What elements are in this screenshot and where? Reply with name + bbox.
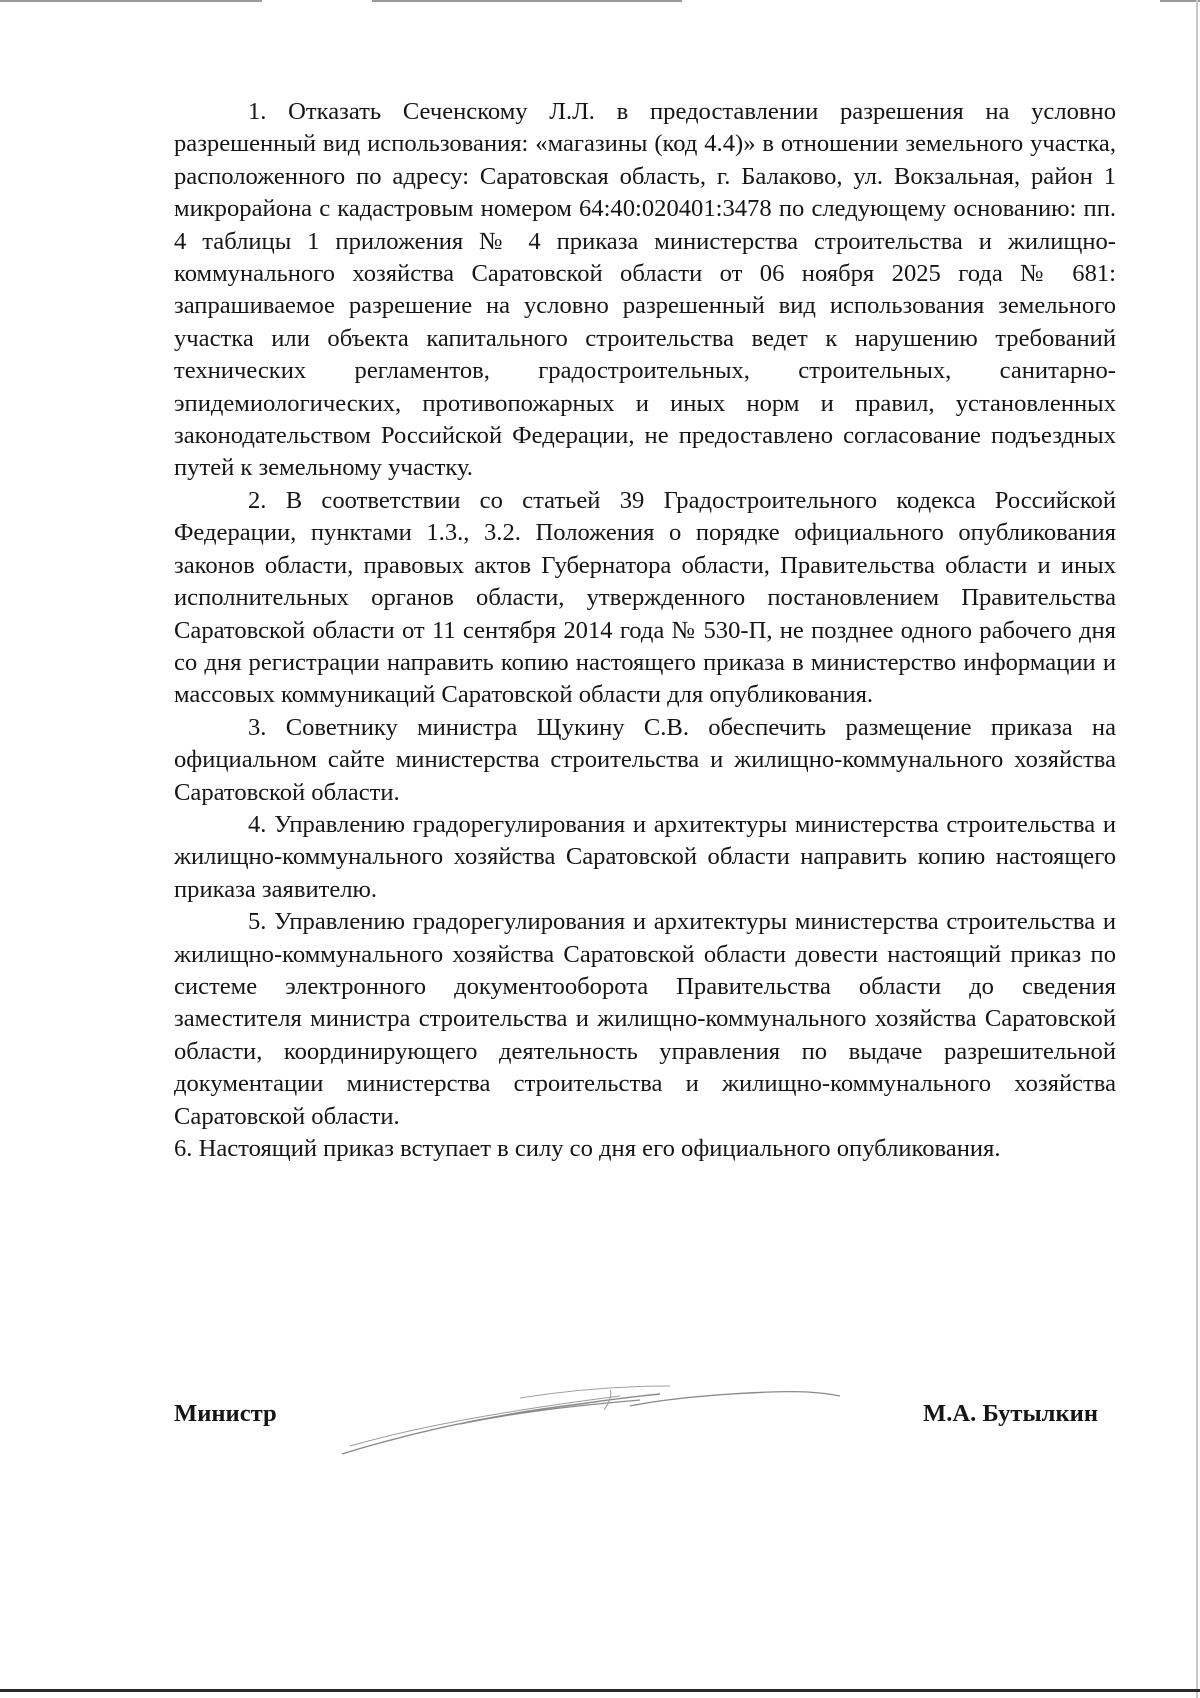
paragraph-1: 1. Отказать Сеченскому Л.Л. в предоставлении разрешения на условно разрешенный вид использования: «магазины (код 4.4)» в отношении земельного участка, расположенного по адресу: Саратовская область, г. Балаково, ул. Вокзальная, район 1 микрорайона с кадастровым номером 64:40:020401:3478 по следующему основанию: пп. 4 таблицы 1 приложения № 4 приказа министерства строительства и жилищно-коммунального хозяйства Саратовской области от 06 ноября 2025 года № 681: запрашиваемое разрешение на условно разрешенный вид использования земельного участка или объекта капитального строительства ведет к нарушению требований технических регламентов, градостроительных, строительных, санитарно-эпидемиологических, противопожарных и иных норм и правил, установленных законодательством Российской Федерации, не предоставлено согласование подъездных путей к земельному участку. [174, 98, 1116, 482]
paragraph-2: 2. В соответствии со статьей 39 Градостроительного кодекса Российской Федерации, пунктами 1.3., 3.2. Положения о порядке официального опубликования законов области, правовых актов Губернатора области, Правительства области и иных исполнительных органов области, утвержденного постановлением Правительства Саратовской области от 11 сентября 2014 года № 530-П, не позднее одного рабочего дня со дня регистрации направить копию настоящего приказа в министерство информации и массовых коммуникаций Саратовской области для опубликования. [174, 486, 1116, 709]
scan-right-edge [1196, 0, 1198, 1698]
scan-edge-segment [372, 0, 682, 2]
paragraph-3: 3. Советнику министра Щукину С.В. обеспечить размещение приказа на официальном сайте министерства строительства и жилищно-коммунального хозяйства Саратовской области. [174, 713, 1116, 806]
signatory-name: М.А. Бутылкин [923, 1400, 1098, 1427]
scan-top-edge [0, 0, 1200, 4]
scan-edge-segment [0, 0, 262, 2]
paragraph-4: 4. Управлению градорегулирования и архитектуры министерства строительства и жилищно-коммунального хозяйства Саратовской области направить копию настоящего приказа заявителю. [174, 810, 1116, 903]
signatory-title: Министр [174, 1400, 277, 1427]
scan-bottom-edge [0, 1689, 1200, 1692]
signature-block [174, 1394, 1116, 1454]
document-body [174, 96, 1116, 1165]
paragraph-5: 5. Управлению градорегулирования и архитектуры министерства строительства и жилищно-коммунального хозяйства Саратовской области довести настоящий приказ по системе электронного документооборота Правительства области до сведения заместителя министра строительства и жилищно-коммунального хозяйства Саратовской области, координирующего деятельность управления по выдаче разрешительной документации министерства строительства и жилищно-коммунального хозяйства Саратовской области. [174, 908, 1116, 1130]
scan-edge-segment [1160, 0, 1200, 2]
paragraph-6: 6. Настоящий приказ вступает в силу со дня его официального опубликования. [174, 1135, 1001, 1162]
